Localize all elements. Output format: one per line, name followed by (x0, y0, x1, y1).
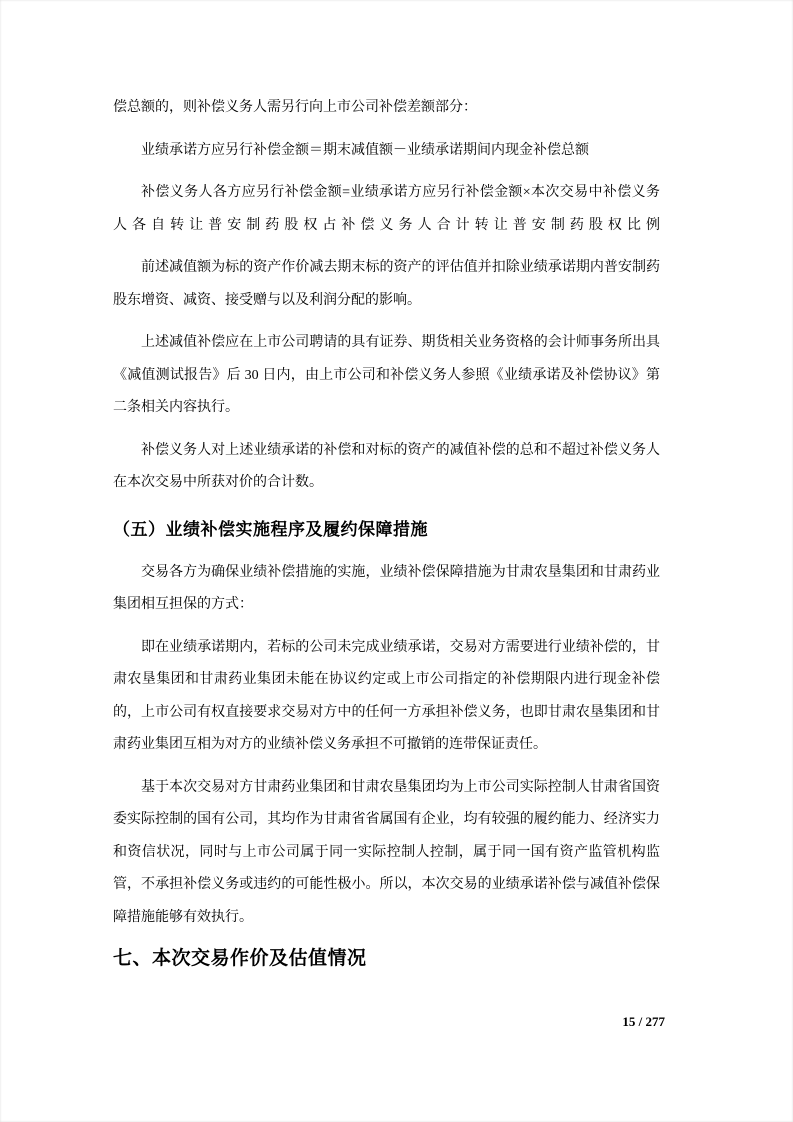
body-paragraph: 上述减值补偿应在上市公司聘请的具有证券、期货相关业务资格的会计师事务所出具《减值测试报告》后 30 日内，由上市公司和补偿义务人参照《业绩承诺及补偿协议》第二条相关内容执行。 (113, 335, 660, 415)
section-heading-5: （五）业绩补偿实施程序及履约保障措施 (113, 519, 428, 539)
page-number: 15 / 277 (622, 1014, 665, 1029)
body-paragraph-continuation: 偿总额的，则补偿义务人需另行向上市公司补偿差额部分： (113, 100, 477, 115)
body-paragraph: 前述减值额为标的资产作价减去期末标的资产的评估值并扣除业绩承诺期内普安制药股东增资、减资、接受赠与以及利润分配的影响。 (113, 260, 660, 308)
body-paragraph: 基于本次交易对方甘肃药业集团和甘肃农垦集团均为上市公司实际控制人甘肃省国资委实际控制的国有公司，其均作为甘肃省省属国有企业，均有较强的履约能力、经济实力和资信状况，同时与上市公司属于同一实际控制人控制，属于同一国有资产监管机构监管，不承担补偿义务或违约的可能性极小。所以，本次交易的业绩承诺补偿与减值补偿保障措施能够有效执行。 (113, 779, 660, 925)
body-paragraph: 补偿义务人对上述业绩承诺的补偿和对标的资产的减值补偿的总和不超过补偿义务人在本次交易中所获对价的合计数。 (113, 442, 660, 490)
formula-line: 业绩承诺方应另行补偿金额＝期末减值额－业绩承诺期间内现金补偿总额 (141, 142, 589, 158)
chapter-heading-7: 七、本次交易作价及估值情况 (113, 948, 367, 969)
body-paragraph: 交易各方为确保业绩补偿措施的实施，业绩补偿保障措施为甘肃农垦集团和甘肃药业集团相互担保的方式： (113, 564, 660, 612)
formula-paragraph: 补偿义务人各方应另行补偿金额=业绩承诺方应另行补偿金额×本次交易中补偿义务人各自转让普安制药股权占补偿义务人合计转让普安制药股权比例 (113, 185, 660, 233)
body-paragraph: 即在业绩承诺期内，若标的公司未完成业绩承诺，交易对方需要进行业绩补偿的，甘肃农垦集团和甘肃药业集团未能在协议约定或上市公司指定的补偿期限内进行现金补偿的，上市公司有权直接要求交易对方中的任何一方承担补偿义务，也即甘肃农垦集团和甘肃药业集团互相为对方的业绩补偿义务承担不可撤销的连带保证责任。 (113, 639, 660, 752)
